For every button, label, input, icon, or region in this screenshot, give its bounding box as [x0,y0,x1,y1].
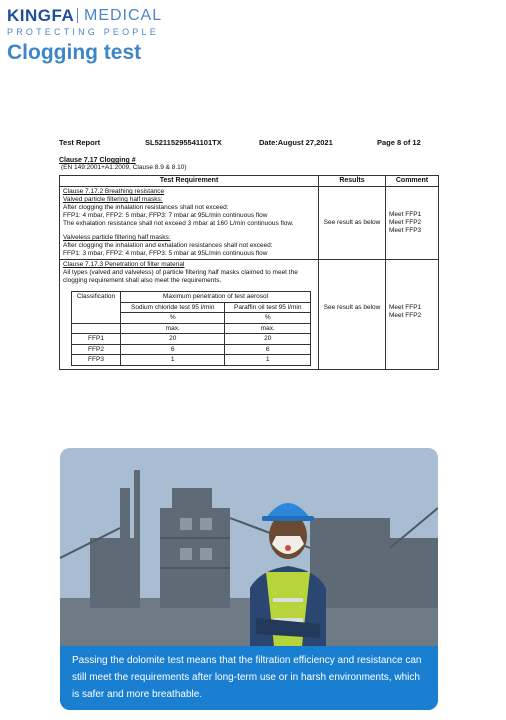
penetration-table [71,291,311,366]
comment-line: Meet FFP1 [389,304,422,311]
brand-division: MEDICAL [84,7,163,24]
classification-header: Classification [72,292,121,324]
class-cell: FFP1 [72,334,121,345]
report-date: Date:August 27,2021 [259,138,333,147]
table-row [72,355,311,366]
table-row [72,344,311,355]
paraffin-cell: 1 [225,355,311,366]
comment-line: Meet FFP2 [389,219,422,226]
requirement-line: After clogging the inhalation resistances shall not exceed: [63,204,229,211]
paraffin-header: Paraffin oil test 95 l/min [225,302,311,313]
brand-header [7,6,307,36]
unit-cell: % [121,313,225,324]
requirement-line: FFP1: 4 mbar, FFP2: 5 mbar, FFP3: 7 mbar at 95L/min continuous flow [63,212,268,219]
class-cell: FFP2 [72,344,121,355]
test-report [59,138,439,370]
worker-photo [60,448,438,710]
max-cell: max. [121,323,225,334]
section-description: All types (valved and valveless) of particle filtering half masks claimed to meet the clogging requirement shall also meet the requirements. [63,269,298,284]
class-cell: FFP3 [72,355,121,366]
paraffin-cell: 6 [225,344,311,355]
comment-line: Meet FFP1 [389,211,422,218]
subsection-title: Valveless particle filtering half masks: [63,234,171,241]
comment-line: Meet FFP2 [389,312,422,319]
requirements-table [59,175,439,370]
comment-line: Meet FFP3 [389,227,422,234]
table-row [60,187,439,260]
requirement-line: FFP1: 3 mbar, FFP2: 4 mbar, FFP3: 5 mbar at 95L/min continuous flow [63,250,268,257]
section-title: Clause 7.17.3 Penetration of filter material [63,261,185,268]
report-number: SL52115295541101TX [145,138,222,147]
comment-cell [386,260,439,370]
subsection-title: Valved particle filtering half masks: [63,196,163,203]
page-title: Clogging test [7,41,142,64]
requirement-cell [60,260,319,370]
sodium-cell: 20 [121,334,225,345]
brand-logo: KINGFA [7,6,75,25]
report-page: Page 8 of 12 [377,138,421,147]
logo-divider [77,8,78,23]
requirement-cell [60,187,319,260]
clause-reference: (EN 149:2001+A1:2009, Clause 8.9 & 8.10) [61,164,187,171]
report-header [59,138,439,152]
report-label: Test Report [59,138,101,147]
requirement-line: The exhalation resistance shall not exceed 3 mbar at 160 L/min continuous flow. [63,220,294,227]
clause-title: Clause 7.17 Clogging # [59,157,136,164]
header-comment: Comment [386,176,439,187]
sodium-header: Sodium chloride test 95 l/min [121,302,225,313]
comment-cell [386,187,439,260]
result-cell: See result as below [319,187,386,260]
max-penetration-header: Maximum penetration of test aerosol [121,292,311,303]
photo-caption: Passing the dolomite test means that the filtration efficiency and resistance can still meet the requirements after long-term use or in harsh environments, which is safer and more breathable. [60,646,438,710]
brand-tagline: PROTECTING PEOPLE [7,27,159,37]
industrial-scene-illustration [60,448,438,646]
requirement-line: After clogging the inhalation and exhalation resistances shall not exceed: [63,242,273,249]
result-cell: See result as below [319,260,386,370]
table-row [60,260,439,370]
header-results: Results [319,176,386,187]
sodium-cell: 1 [121,355,225,366]
section-title: Clause 7.17.2 Breathing resistance [63,188,165,195]
sodium-cell: 6 [121,344,225,355]
unit-cell: % [225,313,311,324]
header-test-requirement: Test Requirement [60,176,319,187]
max-cell: max. [225,323,311,334]
table-row [72,334,311,345]
paraffin-cell: 20 [225,334,311,345]
